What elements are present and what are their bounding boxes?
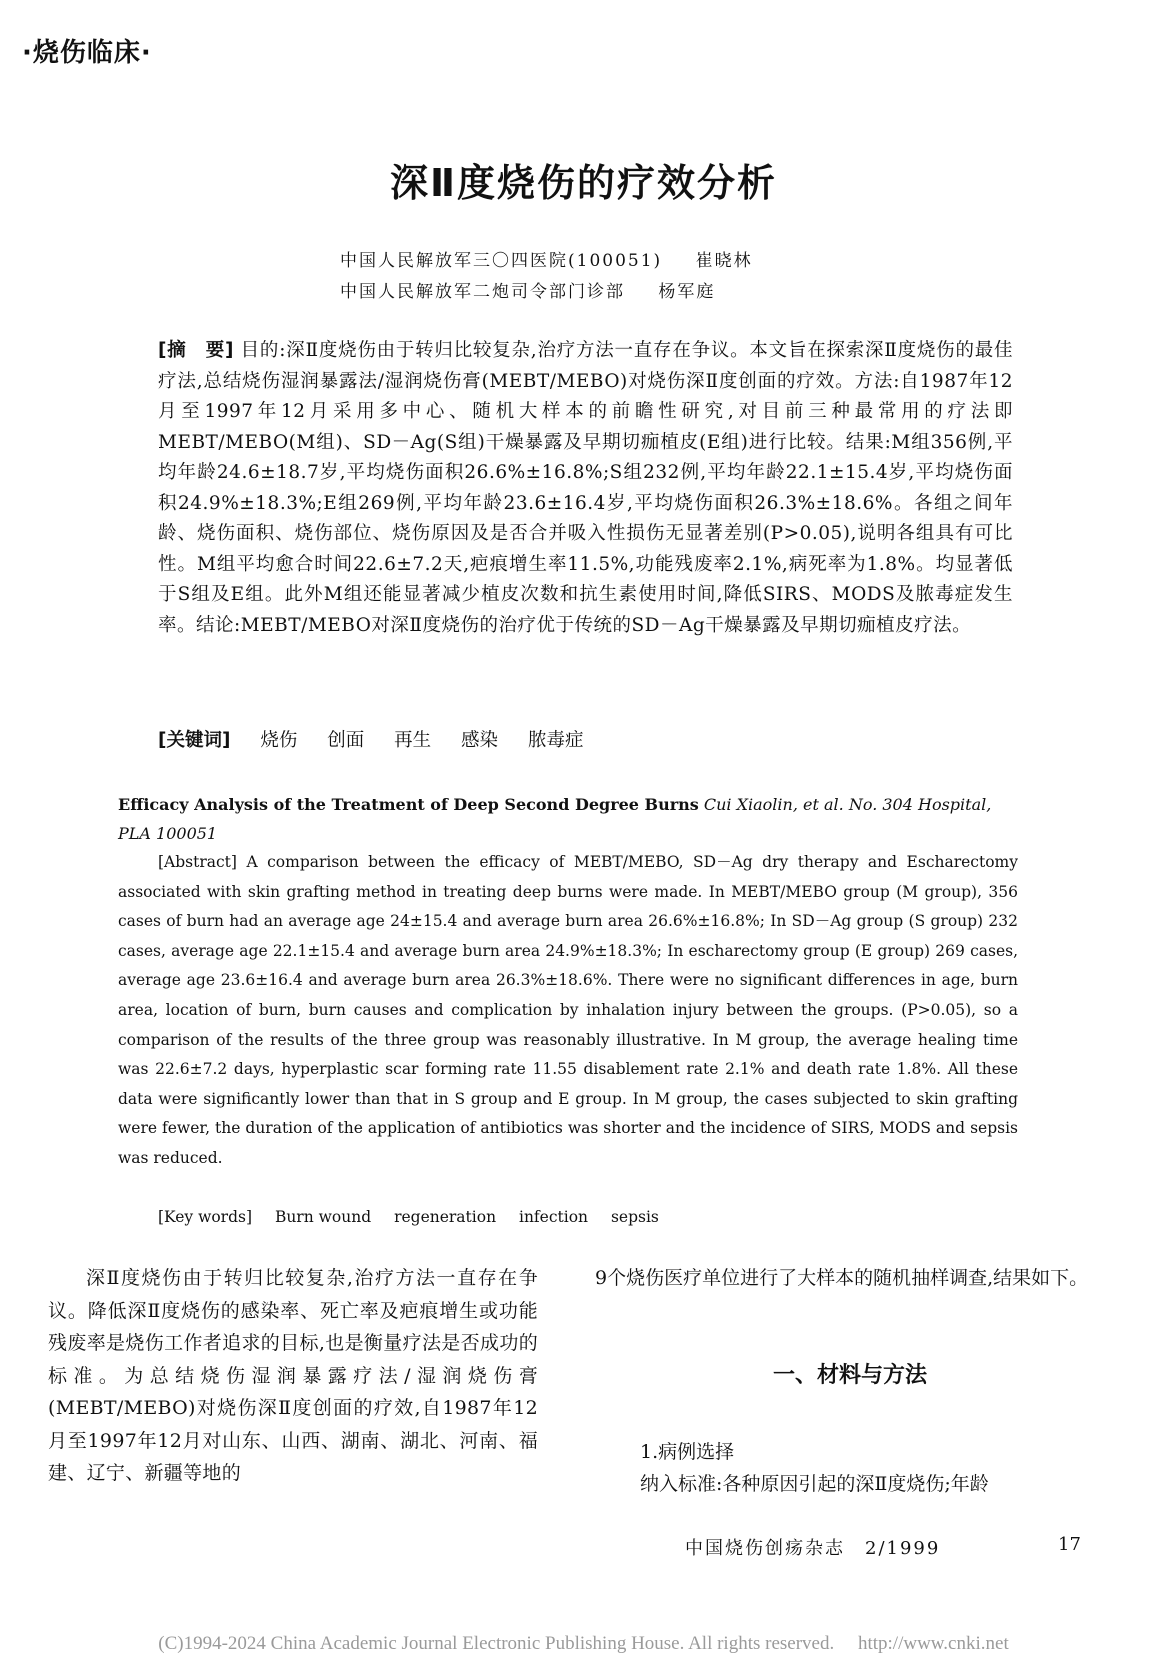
keyword-cn: 感染 (461, 730, 499, 751)
affiliation-2 (340, 277, 715, 302)
abstract-en (118, 848, 1018, 1174)
keyword-cn: 烧伤 (260, 730, 298, 751)
section-heading: 一、材料与方法 (772, 1363, 927, 1388)
keyword-cn: 创面 (327, 730, 365, 751)
keywords-en (158, 1208, 659, 1226)
body-paragraph: 深Ⅱ度烧伤由于转归比较复杂,治疗方法一直存在争议。降低深Ⅱ度烧伤的感染率、死亡率及疤痕增生或功能残废率是烧伤工作者追求的目标,也是衡量疗法是否成功的标准。为总结烧伤湿润暴露疗法/湿润烧伤膏(MEBT/MEBO)对烧伤深Ⅱ度创面的疗效,自1987年12月至1997年12月对山东、山西、湖南、湖北、河南、福建、辽宁、新疆等地的 (48, 1267, 538, 1484)
article-title: 深Ⅱ度烧伤的疗效分析 (389, 161, 778, 205)
keyword-cn: 再生 (394, 730, 432, 751)
keyword-en: Burn wound (274, 1208, 372, 1226)
footer-journal: 中国烧伤创疡杂志 2/1999 (685, 1538, 941, 1559)
keywords-en-label: [Key words] (158, 1208, 252, 1226)
copyright-notice: (C)1994-2024 China Academic Journal Electronic Publishing House. All rights reserved. http://www.cnki.net (158, 1633, 1009, 1654)
affiliation-author: 杨军庭 (658, 282, 716, 302)
page-number: 17 (1058, 1534, 1081, 1555)
keyword-en: regeneration (394, 1208, 497, 1226)
affiliation-institution: 中国人民解放军二炮司令部门诊部 (340, 282, 625, 302)
english-authors: Cui Xiaolin, et al. (703, 795, 844, 814)
english-title-block (118, 790, 1018, 848)
affiliation-1 (340, 246, 753, 271)
inclusion-criteria-text: 纳入标准:各种原因引起的深Ⅱ度烧伤;年龄 (640, 1473, 989, 1495)
abstract-en-text: A comparison between the efficacy of MEBT/MEBO, SD－Ag dry therapy and Escharectomy associated with skin grafting method in treating deep burns were made. In MEBT/MEBO group (M group), 356 cases of burn had an average age 24±15.4 and average burn area 26.6%±16.8%; In SD－Ag group (S group) 232 cases, average age 22.1±15.4 and average burn area 24.9%±18.3%; In escharectomy group (E group) 269 cases, average age 23.6±16.4 and average burn area 26.3%±18.6%. There were no significant differences in age, burn area, location of burn, burn causes and complication by inhalation injury between the groups. (P>0.05), so a comparison of the results of the three group was reasonably illustrative. In M group, the average healing time was 22.6±7.2 days, hyperplastic scar forming rate 11.55 disablement rate 2.1% and death rate 1.8%. All these data were significantly lower than that in S group and E group. In M group, the cases subjected to skin grafting were fewer, the duration of the application of antibiotics was shorter and the incidence of SIRS, MODS and sepsis was reduced. (118, 853, 1018, 1167)
english-title: Efficacy Analysis of the Treatment of Deep Second Degree Burns (118, 795, 699, 814)
keyword-en: sepsis (610, 1208, 659, 1226)
keywords-cn-label: [关键词] (158, 730, 231, 751)
body-left-column (48, 1262, 538, 1490)
keyword-en: infection (518, 1208, 589, 1226)
subsection-heading: 1.病例选择 (640, 1441, 735, 1463)
affiliation-institution: 中国人民解放军三〇四医院(100051) (340, 251, 663, 271)
keyword-cn: 脓毒症 (527, 730, 584, 751)
english-affiliation: No. 304 Hospital, PLA 100051 (118, 795, 992, 843)
abstract-en-label: [Abstract] (158, 853, 237, 871)
keywords-cn (158, 726, 583, 752)
column-tag: ·烧伤临床· (22, 38, 152, 68)
body-right-paragraph: 9个烧伤医疗单位进行了大样本的随机抽样调查,结果如下。 (595, 1267, 1089, 1289)
abstract-cn (158, 336, 1013, 641)
affiliation-author: 崔晓林 (695, 251, 753, 271)
abstract-cn-label: [摘 要] (158, 340, 234, 361)
abstract-cn-text: 目的:深Ⅱ度烧伤由于转归比较复杂,治疗方法一直存在争议。本文旨在探索深Ⅱ度烧伤的最佳疗法,总结烧伤湿润暴露法/湿润烧伤膏(MEBT/MEBO)对烧伤深Ⅱ度创面的疗效。方法:自1987年12月至1997年12月采用多中心、随机大样本的前瞻性研究,对目前三种最常用的疗法即MEBT/MEBO(M组)、SD－Ag(S组)干燥暴露及早期切痂植皮(E组)进行比较。结果:M组356例,平均年龄24.6±18.7岁,平均烧伤面积26.6%±16.8%;S组232例,平均年龄22.1±15.4岁,平均烧伤面积24.9%±18.3%;E组269例,平均年龄23.6±16.4岁,平均烧伤面积26.3%±18.6%。各组之间年龄、烧伤面积、烧伤部位、烧伤原因及是否合并吸入性损伤无显著差别(P>0.05),说明各组具有可比性。M组平均愈合时间22.6±7.2天,疤痕增生率11.5%,功能残废率2.1%,病死率为1.8%。均显著低于S组及E组。此外M组还能显著减少植皮次数和抗生素使用时间,降低SIRS、MODS及脓毒症发生率。结论:MEBT/MEBO对深Ⅱ度烧伤的治疗优于传统的SD－Ag干燥暴露及早期切痂植皮疗法。 (158, 340, 1013, 636)
